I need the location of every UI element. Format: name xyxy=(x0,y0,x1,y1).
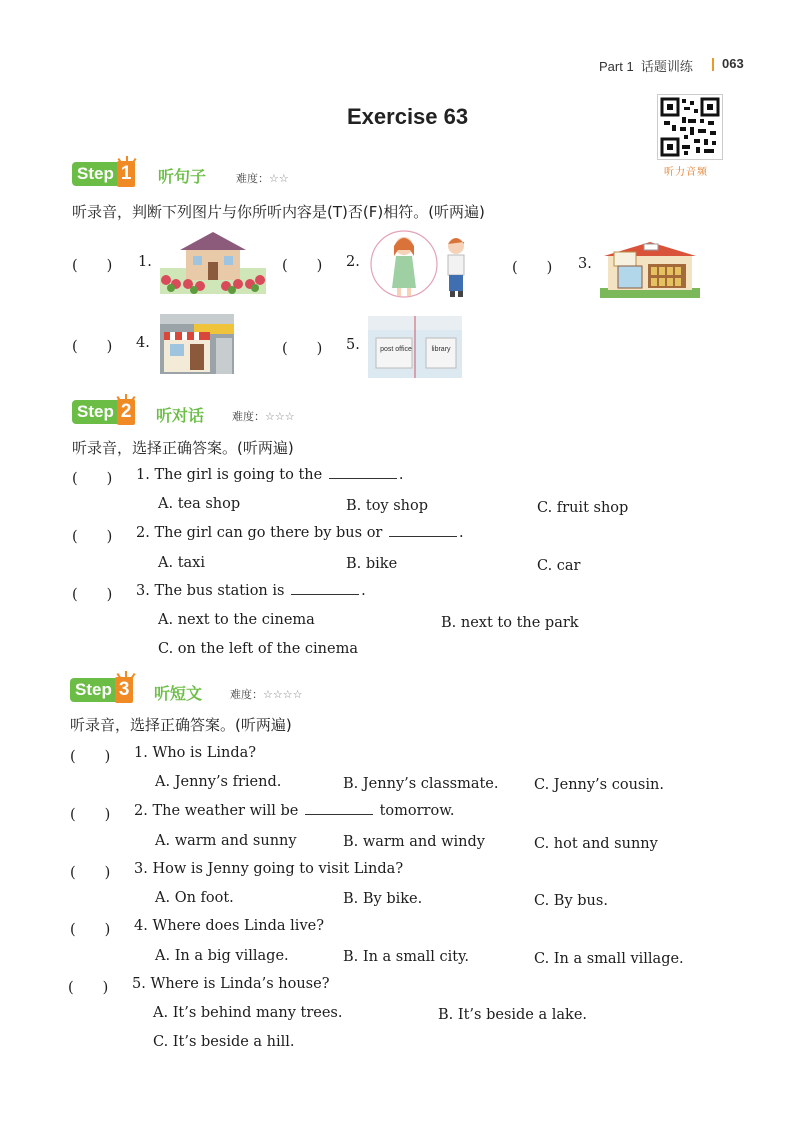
item-number: 1. xyxy=(138,254,152,270)
step1-instruction: 听录音，判断下列图片与你所听内容是(T)否(F)相符。(听两遍) xyxy=(72,203,485,221)
step3-instruction: 听录音，选择正确答案。(听两遍) xyxy=(70,716,292,734)
option-c[interactable]: C. By bus. xyxy=(534,893,608,909)
option-a[interactable]: A. taxi xyxy=(158,555,205,571)
house-picture xyxy=(160,228,266,294)
option-a[interactable]: A. On foot. xyxy=(155,890,234,906)
option-a[interactable]: A. warm and sunny xyxy=(155,833,297,849)
option-c[interactable]: C. fruit shop xyxy=(537,500,629,516)
bookshop-picture xyxy=(600,232,700,298)
option-b[interactable]: B. By bike. xyxy=(343,891,423,907)
option-c[interactable]: C. It’s beside a hill. xyxy=(153,1034,295,1050)
qr-caption: 听力音频 xyxy=(664,167,708,178)
qr-code-icon[interactable] xyxy=(657,94,723,160)
question-3: 3. How is Jenny going to visit Linda? xyxy=(134,861,404,877)
option-b[interactable]: B. It’s beside a lake. xyxy=(438,1007,588,1023)
answer-blank[interactable]: ( ) xyxy=(72,339,113,355)
step1-difficulty: 难度：☆☆ xyxy=(236,172,289,185)
question-5: 5. Where is Linda’s house? xyxy=(132,976,330,992)
option-c[interactable]: C. Jenny’s cousin. xyxy=(534,777,664,793)
step1-title: 听句子 xyxy=(158,167,207,186)
item-number: 2. xyxy=(346,254,360,270)
option-b[interactable]: B. warm and windy xyxy=(343,834,485,850)
header-part: Part 1 话题训练 xyxy=(599,59,693,75)
answer-blank[interactable]: ( ) xyxy=(72,471,113,487)
option-c[interactable]: C. hot and sunny xyxy=(534,836,658,852)
difficulty-stars: ☆☆☆ xyxy=(265,410,295,423)
question-1: 1. The girl is going to the . xyxy=(136,467,404,483)
option-c[interactable]: C. car xyxy=(537,558,581,574)
fill-blank[interactable] xyxy=(329,477,397,479)
option-a[interactable]: A. In a big village. xyxy=(155,948,289,964)
question-2: 2. The girl can go there by bus or . xyxy=(136,525,464,541)
option-a[interactable]: A. next to the cinema xyxy=(158,612,315,628)
answer-blank[interactable]: ( ) xyxy=(70,807,111,823)
street-signs-picture xyxy=(368,316,462,378)
item-number: 5. xyxy=(346,337,360,353)
question-4: 4. Where does Linda live? xyxy=(134,918,324,934)
step2-instruction: 听录音，选择正确答案。(听两遍) xyxy=(72,439,294,457)
answer-blank[interactable]: ( ) xyxy=(70,749,111,765)
header-divider xyxy=(712,58,714,71)
post-office-sign: post office xyxy=(380,346,412,353)
answer-blank[interactable]: ( ) xyxy=(70,865,111,881)
option-a[interactable]: A. Jenny’s friend. xyxy=(155,774,282,790)
library-sign: library xyxy=(431,346,451,353)
question-3: 3. The bus station is . xyxy=(136,583,366,599)
question-1: 1. Who is Linda? xyxy=(134,745,257,761)
answer-blank[interactable]: ( ) xyxy=(68,980,109,996)
step2-badge: Step 2 xyxy=(72,400,135,424)
page-title: Exercise 63 xyxy=(347,104,469,129)
option-b[interactable]: B. Jenny’s classmate. xyxy=(343,776,499,792)
answer-blank[interactable]: ( ) xyxy=(512,260,553,276)
shop-map-picture xyxy=(160,314,234,374)
answer-blank[interactable]: ( ) xyxy=(72,529,113,545)
answer-blank[interactable]: ( ) xyxy=(72,587,113,603)
answer-blank[interactable]: ( ) xyxy=(70,922,111,938)
step1-badge: Step 1 xyxy=(72,162,135,186)
option-b[interactable]: B. In a small city. xyxy=(343,949,469,965)
option-a[interactable]: A. It’s behind many trees. xyxy=(153,1005,343,1021)
option-a[interactable]: A. tea shop xyxy=(158,496,241,512)
answer-blank[interactable]: ( ) xyxy=(72,258,113,274)
step3-title: 听短文 xyxy=(154,684,203,703)
difficulty-stars: ☆☆☆☆ xyxy=(263,688,303,701)
page-number: 063 xyxy=(722,56,744,71)
children-picture xyxy=(370,228,476,300)
option-c[interactable]: C. on the left of the cinema xyxy=(158,641,358,657)
option-b[interactable]: B. next to the park xyxy=(441,615,579,631)
question-2: 2. The weather will be tomorrow. xyxy=(134,803,455,819)
step2-title: 听对话 xyxy=(156,406,205,425)
option-b[interactable]: B. toy shop xyxy=(346,498,429,514)
option-b[interactable]: B. bike xyxy=(346,556,398,572)
answer-blank[interactable]: ( ) xyxy=(282,258,323,274)
item-number: 3. xyxy=(578,256,592,272)
answer-blank[interactable]: ( ) xyxy=(282,341,323,357)
fill-blank[interactable] xyxy=(291,593,359,595)
fill-blank[interactable] xyxy=(305,813,373,815)
step3-difficulty: 难度：☆☆☆☆ xyxy=(230,688,303,701)
item-number: 4. xyxy=(136,335,150,351)
option-c[interactable]: C. In a small village. xyxy=(534,951,684,967)
step3-badge: Step 3 xyxy=(70,678,133,702)
step2-difficulty: 难度：☆☆☆ xyxy=(232,410,295,423)
difficulty-stars: ☆☆ xyxy=(269,172,289,185)
fill-blank[interactable] xyxy=(389,535,457,537)
header-section: 话题训练 xyxy=(640,60,693,75)
